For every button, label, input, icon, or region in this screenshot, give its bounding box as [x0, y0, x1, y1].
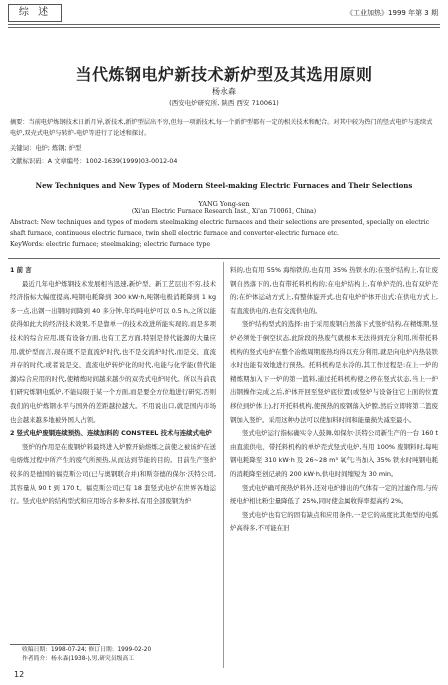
journal-header: 《工业加热》1999 年第 3 期	[346, 9, 438, 17]
paragraph: 最近几年电炉炼钢技术发展相当迅速,新炉型、新工艺层出不穷,技术经济指标大幅度提高,吨钢电耗降到 300 kW·h,吨钢电极消耗降到 1 kg 多一点,出钢一出钢时间降到 40 多分钟,年均吨电炉可以 0.5 h,之所以能获得如此大的经济技术效果,不是靠单一的技术改进所能实现的,而是多项技术的综合应用,既有设备方面,也有工艺方面,特别是替代能源的大量应用,就炉型而言,现在既不是直流炉时代,也不是交流炉时代,而是交、直流并存的时代,或者说是交、直流电炉转炉化的时代,电能与化学能(替代能源)综合应用的时代,使精炼时间越来越少的双壳式电炉时代。所以当前我们研究炼钢电弧炉,不能局限于某一个方面,而是要全方位地进行研究,否则我们的电炉炼钢水平与国外的差距越拉越大。不用说出口,就是国内市场也会越来越多地被外国人占领。	[10, 279, 216, 424]
footnote-received: 收稿日期：1998-07-24; 修订日期：1999-02-20	[22, 647, 152, 653]
abstract-rule	[8, 258, 440, 259]
header-rule	[8, 24, 440, 25]
article-title: 当代炼钢电炉新技术新炉型及其选用原则	[75, 65, 373, 84]
header-rule-2	[8, 27, 440, 28]
section-heading-shaft: 2 竖式电炉废钢连续预热、连续加料的 CONSTEEL 技术与连续式电炉	[10, 429, 212, 438]
column-divider	[223, 262, 224, 668]
english-title: New Techniques and New Types of Modern Steel-making Electric Furnaces and Their Selections	[35, 181, 413, 190]
right-column	[230, 264, 438, 670]
paragraph: 竖炉的作用是在废钢炉料最终进入炉膛开始熔炼之前使之被该炉在送电熔炼过程中所产生的废气所预热,从而达到节能的目的。目前生产竖炉较多的是德国的福克斯公司(已与奥钢联合并)和斯奈德的保尔·沃特公司,其容量从 90 t 到 170 t。福克斯公司已有 18 套竖式电炉在世界各地运行。竖式电炉的结构型式和应用场合多种多样,有用全部废钢为炉	[10, 442, 216, 506]
paragraph: 竖式电炉运行指标确实令人鼓舞,如保尔·沃特公司新生产的一台 160 t 由直流供电、带托料机构的单炉壳式竖式电炉,当用 100% 废钢料时,每吨钢电耗降至 310 kW·h 及 26~28 m³ 氧气;当加入 35% 铁水时吨钢电耗的消耗降至创记录的 200 kW·h,供电时间缩短为 30 min。	[230, 429, 438, 478]
footnote-author: 作者简介：杨永森(1938-),男,研究员级高工	[22, 656, 135, 662]
footnote-rule	[10, 644, 100, 645]
english-affiliation: (Xi'an Electric Furnace Research Inst., Xi'an 710061, China)	[131, 208, 317, 215]
english-author: YANG Yong-sen	[198, 200, 250, 208]
page-number: 12	[14, 670, 25, 679]
paragraph: 竖式电炉也有它的固有缺点和应用条件,一是它的高度比其他型的电弧炉高得多,不可能在旧	[230, 510, 438, 533]
author: 杨永森	[212, 87, 236, 96]
left-column	[10, 264, 216, 644]
keywords: 关键词：电炉; 炼钢; 炉型	[10, 145, 82, 152]
affiliation: (西安电炉研究所, 陕西 西安 710061)	[169, 99, 279, 107]
section-heading-intro: 1 前 言	[10, 266, 32, 274]
paragraph: 料的,也有用 55% 海绵铁的,也有用 35% 热铁水的;在竖炉结构上,有让废钢自然落下的,也有带托料机构的;在电炉结构上,有单炉壳的,也有双炉壳的;在炉体运动方式上,有整体旋开式,也有电炉炉体开出式;在供电方式上,有直流供电的,也有交流供电的。	[230, 266, 438, 315]
english-keywords: KeyWords: electric furnace; steelmaking; electric furnace type	[10, 241, 211, 248]
english-abstract: Abstract: New techniques and types of modern steelmaking electric furnaces and their selections are presented, specially on electric shaft furnace, continuous electric furnace, twin shell electric furnace and converter-electric furnace etc.	[10, 219, 430, 237]
paragraph: 竖式电炉确可预热炉料外,还对电炉排出的气体有一定的过滤作用,与传统电炉相比粉尘量降低了 25%,同时使金属收得率提高约 2%。	[230, 483, 438, 506]
footnotes	[22, 646, 151, 664]
section-label: 综 述	[8, 4, 62, 22]
abstract: 摘要：当前电炉炼钢技术日新月异,新技术,新炉型层出不穷,但每一项新技术,每一个新炉型都有一定的相关技术和配合。对其中较为热门的竖式电炉与连续式电炉,双壳式电炉与转炉-电炉等进行了论述和探讨。	[10, 119, 433, 137]
paragraph: 竖炉结构型式的选择:由于采用废钢自然落下式竖炉结构,在精炼期,竖炉必须处于倒空状态,此阶段的热废气就根本无法得到充分利用,所带托料机构的竖式电炉在整个冶炼周期废热均得以充分利用,就是向电炉内热装铁水时也能有效地进行预热。托料机构是水冷的,其工作过程是:在上一炉的精炼期加入下一炉的第一篮料,通过托料机构使之停在竖式状态,当上一炉出钢操作完成之后,炉体开回至竖炉底位置(或竖炉与设备往它上面的位置移位到炉体上),打开托料机构,使预热的废钢落入炉膛,然后立即将第二篮废钢加入竖炉。采用这种办法可以使加料时间和能量损失减至最小。	[230, 320, 438, 424]
classification: 文献标识码：A 文章编号：1002-1639(1999)03-0012-04	[10, 158, 178, 165]
